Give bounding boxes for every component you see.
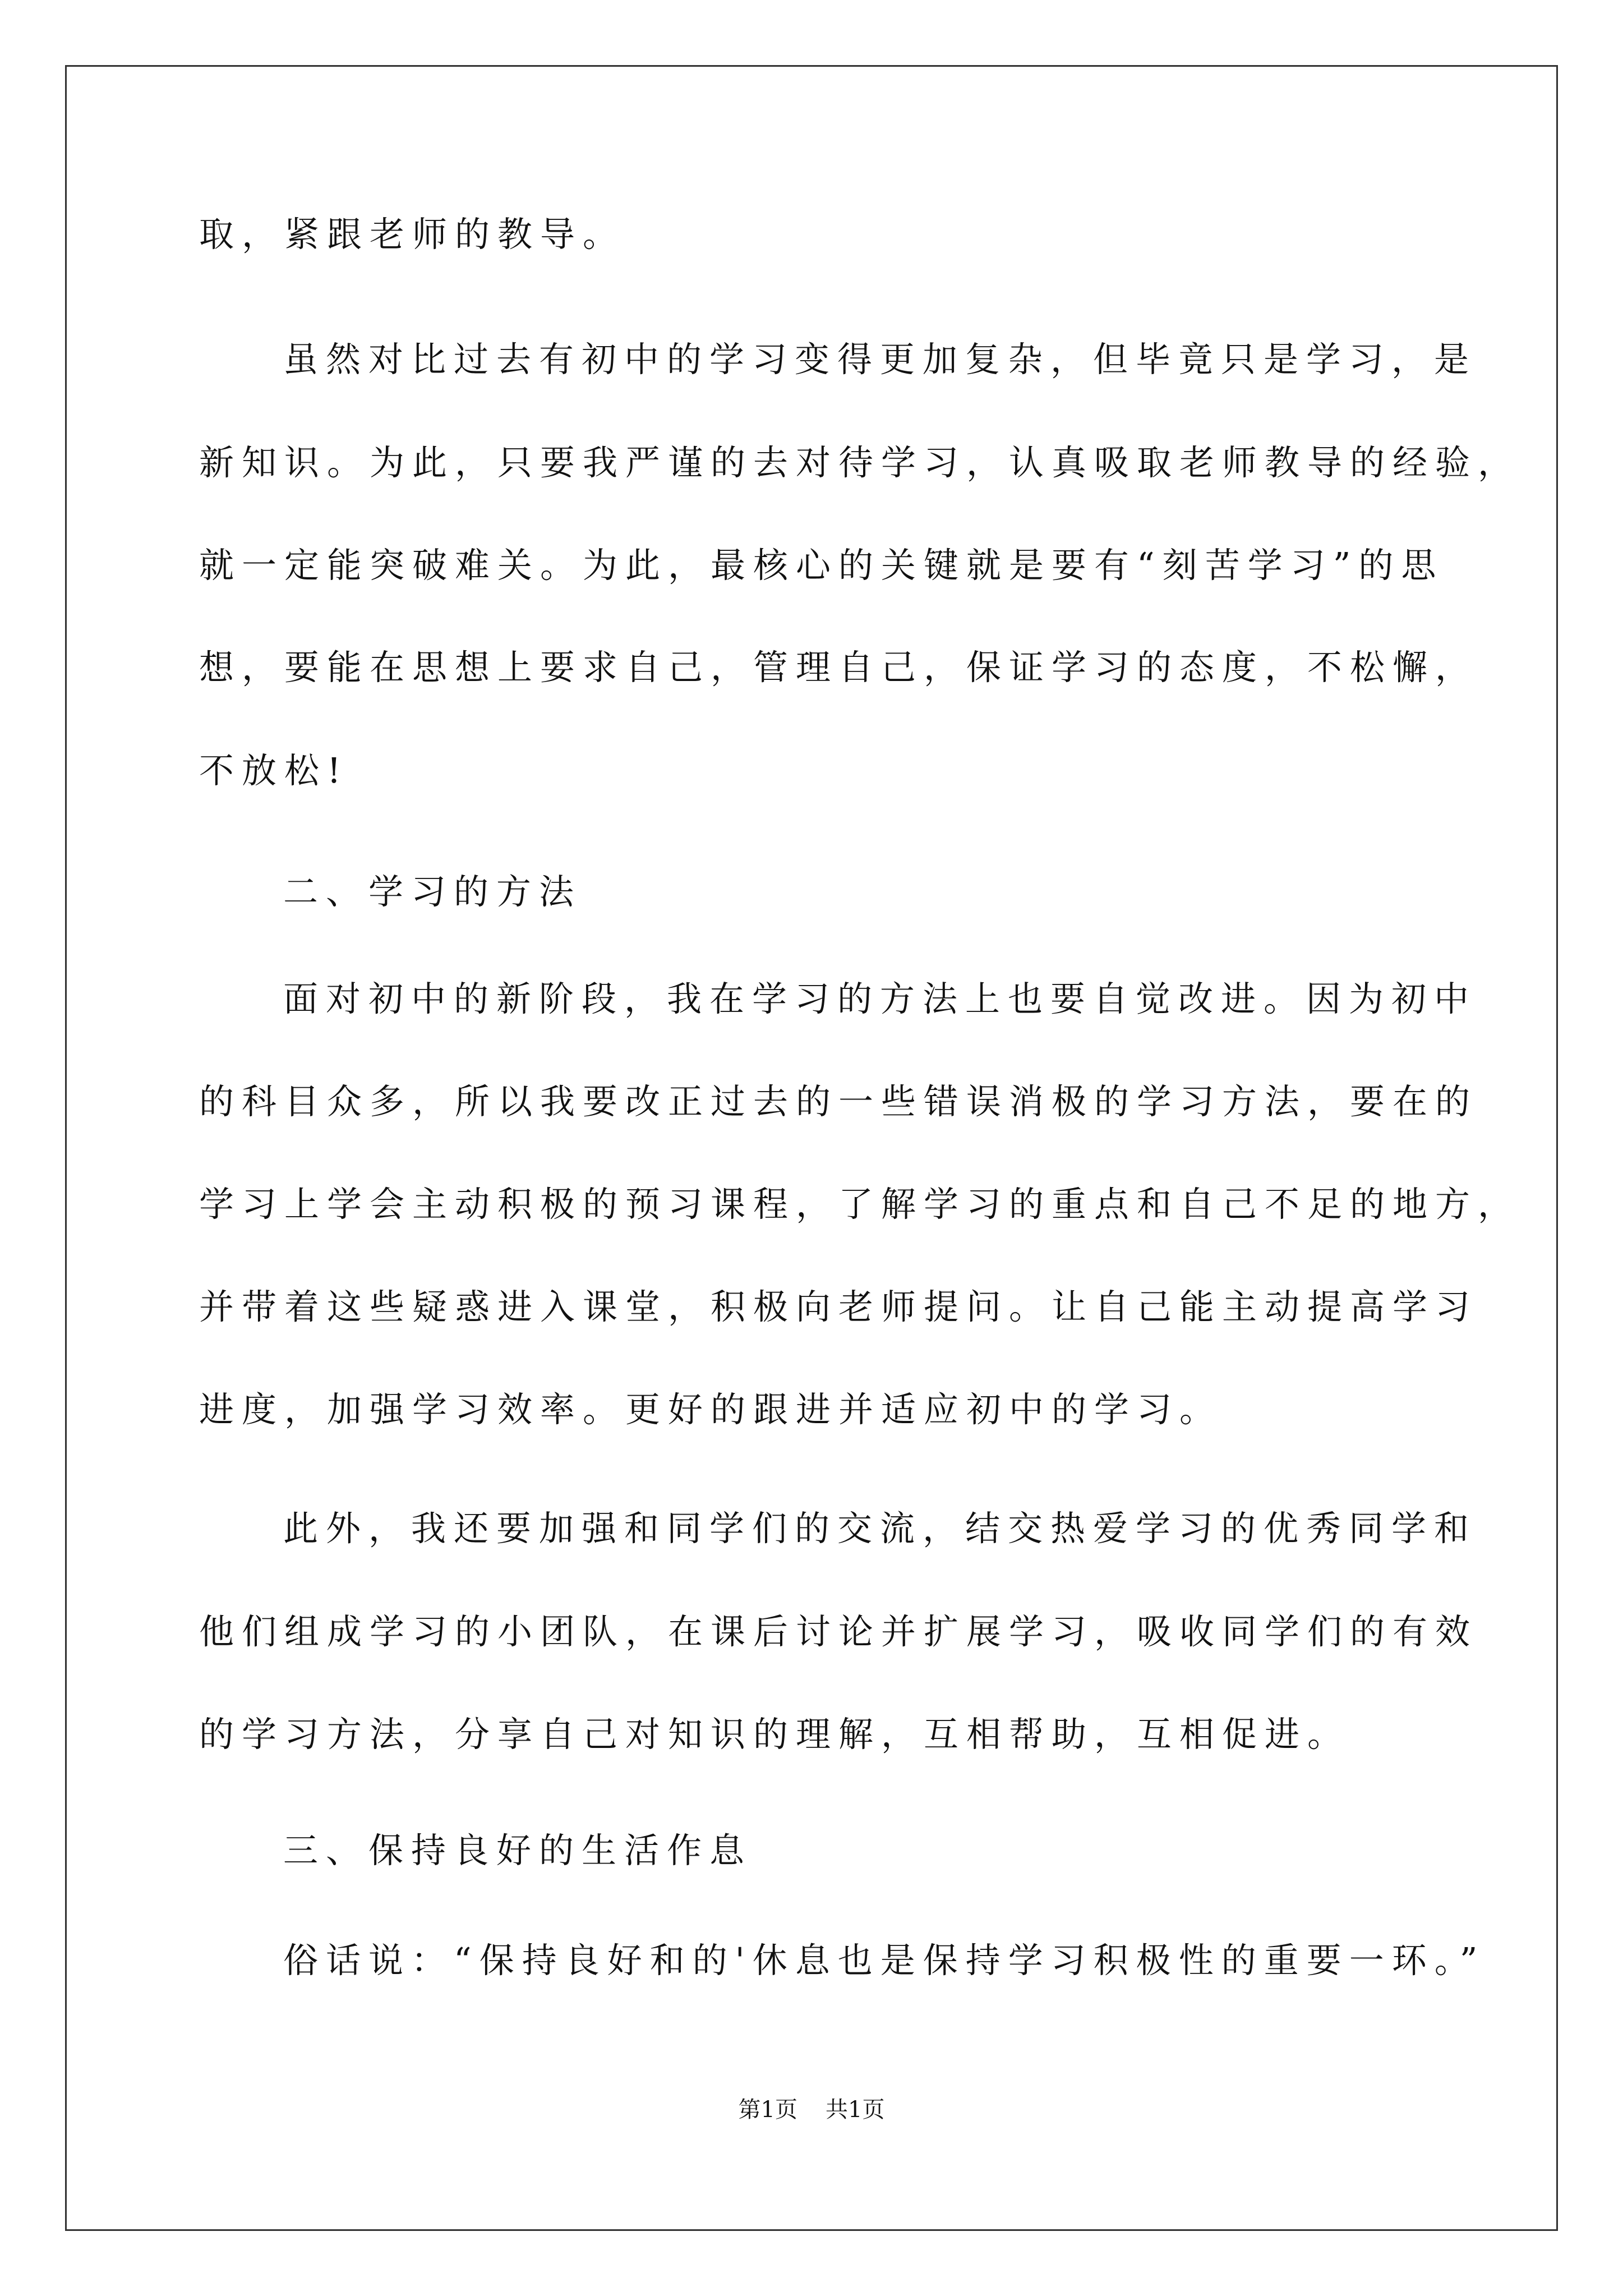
text-line: 的学习方法，分享自己对知识的理解，互相帮助，互相促进。 <box>199 1714 1350 1755</box>
page-footer <box>0 2096 1623 2124</box>
text-line: 取，紧跟老师的教导。 <box>199 214 626 255</box>
text-line: 学习上学会主动积极的预习课程，了解学习的重点和自己不足的地方， <box>199 1184 1521 1225</box>
text-line: 面对初中的新阶段，我在学习的方法上也要自觉改进。因为初中 <box>283 978 1477 1019</box>
text-line: 进度，加强学习效率。更好的跟进并适应初中的学习。 <box>199 1389 1223 1430</box>
section-heading: 二、学习的方法 <box>283 871 582 912</box>
text-line: 不放松! <box>199 750 349 791</box>
text-line: 新知识。为此，只要我严谨的去对待学习，认真吸取老师教导的经验， <box>199 442 1521 483</box>
text-line: 虽然对比过去有初中的学习变得更加复杂，但毕竟只是学习，是 <box>283 339 1477 380</box>
page-number: 第1页 <box>738 2097 797 2123</box>
text-line: 就一定能突破难关。为此，最核心的关键就是要有“刻苦学习”的思 <box>199 545 1444 586</box>
text-line: 想，要能在思想上要求自己，管理自己，保证学习的态度，不松懈， <box>199 647 1478 688</box>
section-heading: 三、保持良好的生活作息 <box>283 1830 753 1871</box>
text-line: 的科目众多，所以我要改正过去的一些错误消极的学习方法，要在的 <box>199 1081 1478 1122</box>
text-line: 他们组成学习的小团队，在课后讨论并扩展学习，吸收同学们的有效 <box>199 1611 1478 1652</box>
text-line: 并带着这些疑惑进入课堂，积极向老师提问。让自己能主动提高学习 <box>199 1286 1478 1327</box>
page-frame <box>65 65 1558 2231</box>
text-line: 俗话说：“保持良好和的'休息也是保持学习积极性的重要一环。” <box>283 1940 1486 1981</box>
page-total: 共1页 <box>826 2097 885 2123</box>
text-line: 此外，我还要加强和同学们的交流，结交热爱学习的优秀同学和 <box>283 1508 1477 1549</box>
